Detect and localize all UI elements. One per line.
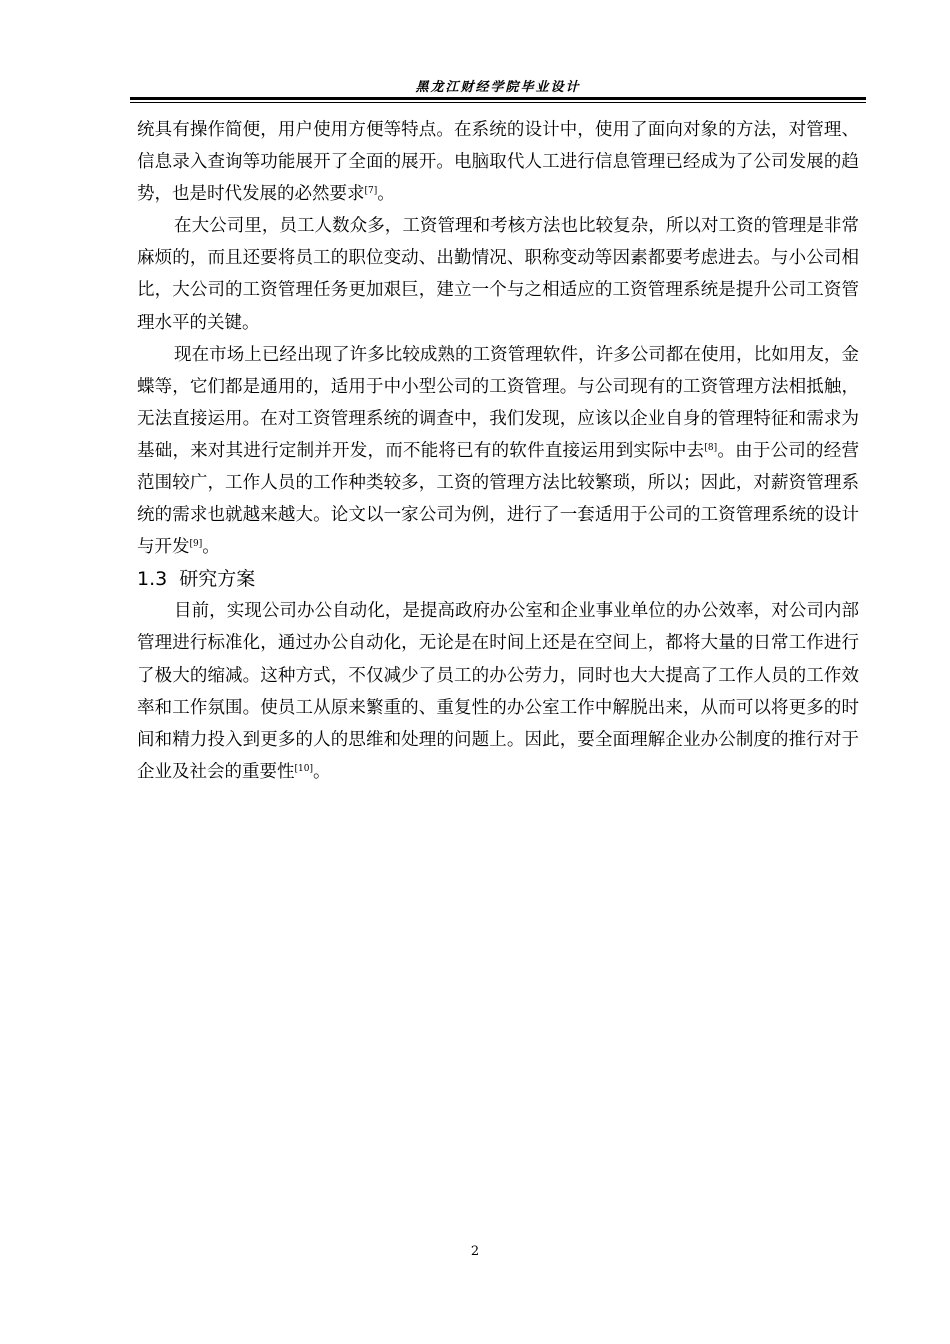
citation-ref: [7] xyxy=(364,186,378,197)
paragraph-text: 在大公司里，员工人数众多，工资管理和考核方法也比较复杂，所以对工资的管理是非常麻烦的，而且还要将员工的职位变动、出勤情况、职称变动等因素都要考虑进去。与小公司相比，大公司的工资管理任务更加艰巨，建立一个与之相适应的工资管理系统是提升公司工资管理水平的关键。 xyxy=(137,216,859,333)
paragraph-tail: 。 xyxy=(202,537,220,558)
paragraph-research-plan xyxy=(137,595,859,788)
paragraph-continuation xyxy=(137,114,859,210)
paragraph-text: 目前，实现公司办公自动化，是提高政府办公室和企业事业单位的办公效率，对公司内部管理进行标准化，通过办公自动化，无论是在时间上还是在空间上，都将大量的日常工作进行了极大的缩减。这种方式，不仅减少了员工的办公劳力，同时也大大提高了工作人员的工作效率和工作氛围。使员工从原来繁重的、重复性的办公室工作中解脱出来，从而可以将更多的时间和精力投入到更多的人的思维和处理的问题上。因此，要全面理解企业办公制度的推行对于企业及社会的重要性 xyxy=(137,601,859,782)
page-number: 2 xyxy=(470,1244,480,1259)
paragraph-text-mid: 。由于公司的经营范围较广，工作人员的工作种类较多，工资的管理方法比较繁琐，所以；因此，对薪资管理系统的需求也就越来越大。论文以一家公司为例，进行了一套适用于公司的工资管理系统的设计与开发 xyxy=(137,440,860,558)
page-header: 黑龙江财经学院毕业设计 xyxy=(415,80,581,95)
paragraph-tail: 。 xyxy=(377,184,395,205)
citation-ref: [9] xyxy=(189,539,203,550)
page-body xyxy=(137,114,859,788)
header-rule-thick xyxy=(130,97,866,100)
section-title: 研究方案 xyxy=(179,568,256,591)
section-number: 1.3 xyxy=(137,568,168,591)
header-rule-thin xyxy=(130,102,866,103)
paragraph-large-company xyxy=(137,210,859,338)
paragraph-market-software xyxy=(137,339,859,564)
paragraph-text: 统具有操作简便，用户使用方便等特点。在系统的设计中，使用了面向对象的方法，对管理、信息录入查询等功能展开了全面的展开。电脑取代人工进行信息管理已经成为了公司发展的趋势，也是时代发展的必然要求 xyxy=(137,120,859,205)
paragraph-tail: 。 xyxy=(312,761,331,782)
paragraph-text: 现在市场上已经出现了许多比较成熟的工资管理软件，许多公司都在使用，比如用友，金蝶等，它们都是通用的，适用于中小型公司的工资管理。与公司现有的工资管理方法相抵触，无法直接运用。在对工资管理系统的调查中，我们发现，应该以企业自身的管理特征和需求为基础，来对其进行定制并开发，而不能将已有的软件直接运用到实际中去 xyxy=(137,344,859,461)
section-heading xyxy=(137,563,859,595)
citation-ref: [10] xyxy=(294,763,313,774)
citation-ref: [8] xyxy=(704,442,718,453)
